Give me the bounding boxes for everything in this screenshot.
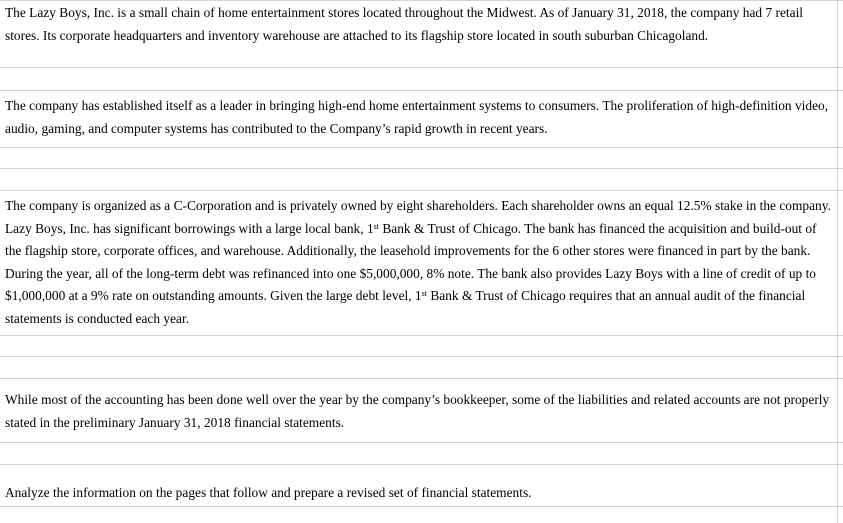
row-blank-7[interactable] (0, 507, 843, 523)
row-organization[interactable] (0, 191, 843, 336)
cell-blank-6[interactable] (0, 443, 838, 464)
row-blank-5[interactable] (0, 357, 843, 379)
ordinal-suffix-1: st (373, 221, 379, 231)
organization-text-c: Bank & Trust of Chicago requires that an annual audit of the financial statements is conducted each year. (5, 288, 806, 326)
cell-blank-1[interactable] (0, 68, 838, 90)
organization-paragraph (5, 195, 833, 330)
row-instruction[interactable] (0, 465, 843, 507)
row-accounting[interactable] (0, 379, 843, 443)
row-blank-3[interactable] (0, 169, 843, 191)
cell-intro[interactable] (0, 0, 838, 67)
instruction-paragraph: Analyze the information on the pages that follow and prepare a revised set of financial statements. (5, 485, 532, 500)
row-intro[interactable] (0, 0, 843, 68)
cell-blank-3[interactable] (0, 169, 838, 190)
cell-blank-5[interactable] (0, 357, 838, 378)
cell-blank-2[interactable] (0, 148, 838, 168)
cell-blank-4[interactable] (0, 336, 838, 356)
row-blank-2[interactable] (0, 148, 843, 169)
cell-blank-7[interactable] (0, 507, 838, 523)
intro-paragraph: The Lazy Boys, Inc. is a small chain of home entertainment stores located throughout the Midwest. As of January 31, 2018, the company had 7 retail stores. Its corporate headquarters and inventory warehouse are attached to its flagship store located in south suburban Chicagoland. (5, 5, 804, 43)
cell-instruction[interactable] (0, 465, 838, 506)
row-blank-4[interactable] (0, 336, 843, 357)
row-blank-1[interactable] (0, 68, 843, 91)
cell-accounting[interactable] (0, 379, 838, 442)
organization-text-b: Bank & Trust of Chicago. The bank has financed the acquisition and build-out of the flagship store, corporate offices, and warehouse. Additionally, the leasehold improvements for the 6 other stores were financed in part by the bank. During the year, all of the long-term debt was refinanced into one $5,000,000, 8% note. The bank also provides Lazy Boys with a line of credit of up to $1,000,000 at a 9% rate on outstanding amounts. Given the large debt level, 1 (5, 220, 817, 303)
leadership-paragraph: The company has established itself as a leader in bringing high-end home entertainment systems to consumers. The proliferation of high-definition video, audio, gaming, and computer systems has contributed to the Company’s rapid growth in recent years. (5, 98, 829, 136)
cell-organization[interactable] (0, 191, 838, 335)
organization-text-a: The company is organized as a C-Corporation and is privately owned by eight shareholders. Each shareholder owns an equal 12.5% stake in the company. Lazy Boys, Inc. has significant borrowings with a large local bank, 1 (5, 198, 831, 236)
row-leadership[interactable] (0, 91, 843, 148)
cell-leadership[interactable] (0, 91, 838, 147)
row-blank-6[interactable] (0, 443, 843, 465)
accounting-paragraph: While most of the accounting has been done well over the year by the company’s bookkeeper, some of the liabilities and related accounts are not properly stated in the preliminary January 31, 2018 financial statements. (5, 392, 830, 430)
ordinal-suffix-2: st (421, 289, 427, 298)
